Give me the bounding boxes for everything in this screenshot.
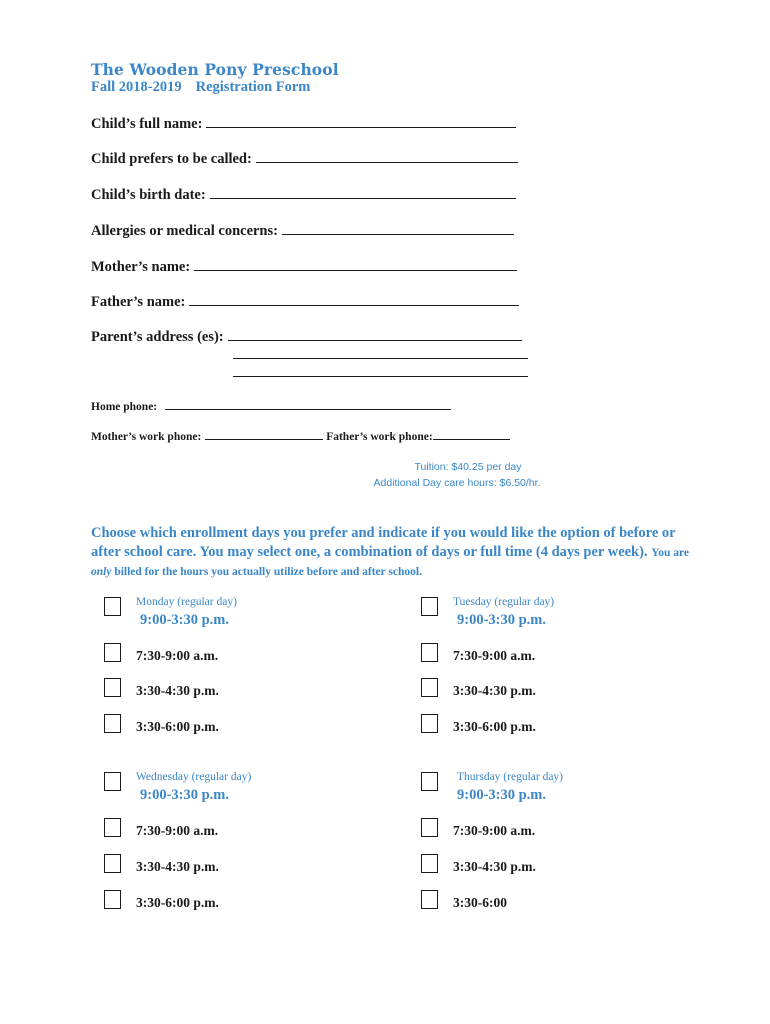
- thursday-after-long-slot: 3:30-6:00: [453, 895, 507, 910]
- enrollment-instructions-text: Choose which enrollment days you prefer and indicate if you would like the option of before or after school care. You may select one, a combination of days or full time (4 days per week).: [91, 525, 676, 560]
- wednesday-regular-time: 9:00-3:30 p.m.: [140, 787, 230, 803]
- wednesday-regular-checkbox[interactable]: [104, 772, 121, 791]
- monday-after-short-checkbox[interactable]: [104, 678, 121, 697]
- tuesday-early-slot: 7:30-9:00 a.m.: [453, 648, 536, 663]
- parent-address-label: Parent’s address (es):: [91, 329, 224, 345]
- parent-address-input-line-3[interactable]: [233, 376, 528, 377]
- thursday-label: Thursday (regular day): [457, 771, 564, 783]
- mother-name-label: Mother’s name:: [91, 259, 191, 275]
- work-phone-row: [91, 428, 510, 443]
- home-phone-label: Home phone:: [91, 401, 158, 413]
- child-preferred-name-label: Child prefers to be called:: [91, 151, 252, 167]
- thursday-regular-time: 9:00-3:30 p.m.: [457, 787, 547, 803]
- child-full-name-label: Child’s full name:: [91, 116, 203, 132]
- tuesday-regular-checkbox[interactable]: [421, 597, 438, 616]
- billing-note: You are only billed for the hours you actually utilize before and after school.: [91, 546, 690, 578]
- allergies-input[interactable]: [282, 220, 514, 235]
- term: Fall 2018-2019: [91, 79, 182, 95]
- tuesday-after-long-slot: 3:30-6:00 p.m.: [453, 719, 536, 734]
- wednesday-after-long-slot: 3:30-6:00 p.m.: [136, 895, 219, 910]
- tuesday-after-short-checkbox[interactable]: [421, 678, 438, 697]
- mother-name-field: [91, 256, 517, 276]
- school-name: The Wooden Pony Preschool: [91, 60, 339, 79]
- home-phone-input[interactable]: [165, 398, 451, 410]
- tuesday-regular-time: 9:00-3:30 p.m.: [457, 612, 547, 628]
- thursday-after-short-slot: 3:30-4:30 p.m.: [453, 859, 536, 874]
- mother-work-phone-input[interactable]: [205, 428, 323, 440]
- father-name-input[interactable]: [189, 291, 519, 306]
- tuition-rate: Tuition: $40.25 per day: [414, 461, 522, 473]
- tuesday-early-checkbox[interactable]: [421, 643, 438, 662]
- mother-name-input[interactable]: [194, 256, 517, 271]
- allergies-field: [91, 220, 514, 240]
- thursday-early-checkbox[interactable]: [421, 818, 438, 837]
- monday-early-checkbox[interactable]: [104, 643, 121, 662]
- father-name-label: Father’s name:: [91, 294, 186, 310]
- child-full-name-field: [91, 113, 516, 133]
- form-name: Registration Form: [195, 79, 311, 95]
- child-preferred-name-field: [91, 148, 518, 168]
- parent-address-input-line-2[interactable]: [233, 358, 528, 359]
- additional-care-rate: Additional Day care hours: $6.50/hr.: [373, 477, 541, 489]
- father-work-phone-input[interactable]: [433, 428, 510, 440]
- thursday-regular-checkbox[interactable]: [421, 772, 438, 791]
- monday-after-short-slot: 3:30-4:30 p.m.: [136, 683, 219, 698]
- home-phone-field: [91, 398, 451, 413]
- wednesday-label: Wednesday (regular day): [136, 771, 252, 783]
- monday-regular-checkbox[interactable]: [104, 597, 121, 616]
- thursday-after-short-checkbox[interactable]: [421, 854, 438, 873]
- child-birth-date-field: [91, 184, 516, 204]
- allergies-label: Allergies or medical concerns:: [91, 223, 278, 239]
- monday-after-long-slot: 3:30-6:00 p.m.: [136, 719, 219, 734]
- mother-work-phone-label: Mother’s work phone:: [91, 431, 202, 443]
- tuesday-after-long-checkbox[interactable]: [421, 714, 438, 733]
- parent-address-input-line-1[interactable]: [228, 326, 522, 341]
- wednesday-after-short-checkbox[interactable]: [104, 854, 121, 873]
- child-full-name-input[interactable]: [206, 113, 516, 128]
- child-preferred-name-input[interactable]: [256, 148, 518, 163]
- wednesday-after-long-checkbox[interactable]: [104, 890, 121, 909]
- parent-address-field: [91, 326, 522, 346]
- child-birth-date-label: Child’s birth date:: [91, 187, 206, 203]
- father-name-field: [91, 291, 519, 311]
- thursday-after-long-checkbox[interactable]: [421, 890, 438, 909]
- father-work-phone-label: Father’s work phone:: [326, 431, 433, 443]
- tuesday-after-short-slot: 3:30-4:30 p.m.: [453, 683, 536, 698]
- wednesday-after-short-slot: 3:30-4:30 p.m.: [136, 859, 219, 874]
- wednesday-early-slot: 7:30-9:00 a.m.: [136, 823, 219, 838]
- child-birth-date-input[interactable]: [210, 184, 516, 199]
- monday-regular-time: 9:00-3:30 p.m.: [140, 612, 230, 628]
- wednesday-early-checkbox[interactable]: [104, 818, 121, 837]
- tuesday-label: Tuesday (regular day): [453, 596, 555, 608]
- monday-after-long-checkbox[interactable]: [104, 714, 121, 733]
- monday-early-slot: 7:30-9:00 a.m.: [136, 648, 219, 663]
- enrollment-instructions: [91, 524, 691, 582]
- thursday-early-slot: 7:30-9:00 a.m.: [453, 823, 536, 838]
- form-subtitle: [91, 79, 310, 96]
- monday-label: Monday (regular day): [136, 596, 237, 608]
